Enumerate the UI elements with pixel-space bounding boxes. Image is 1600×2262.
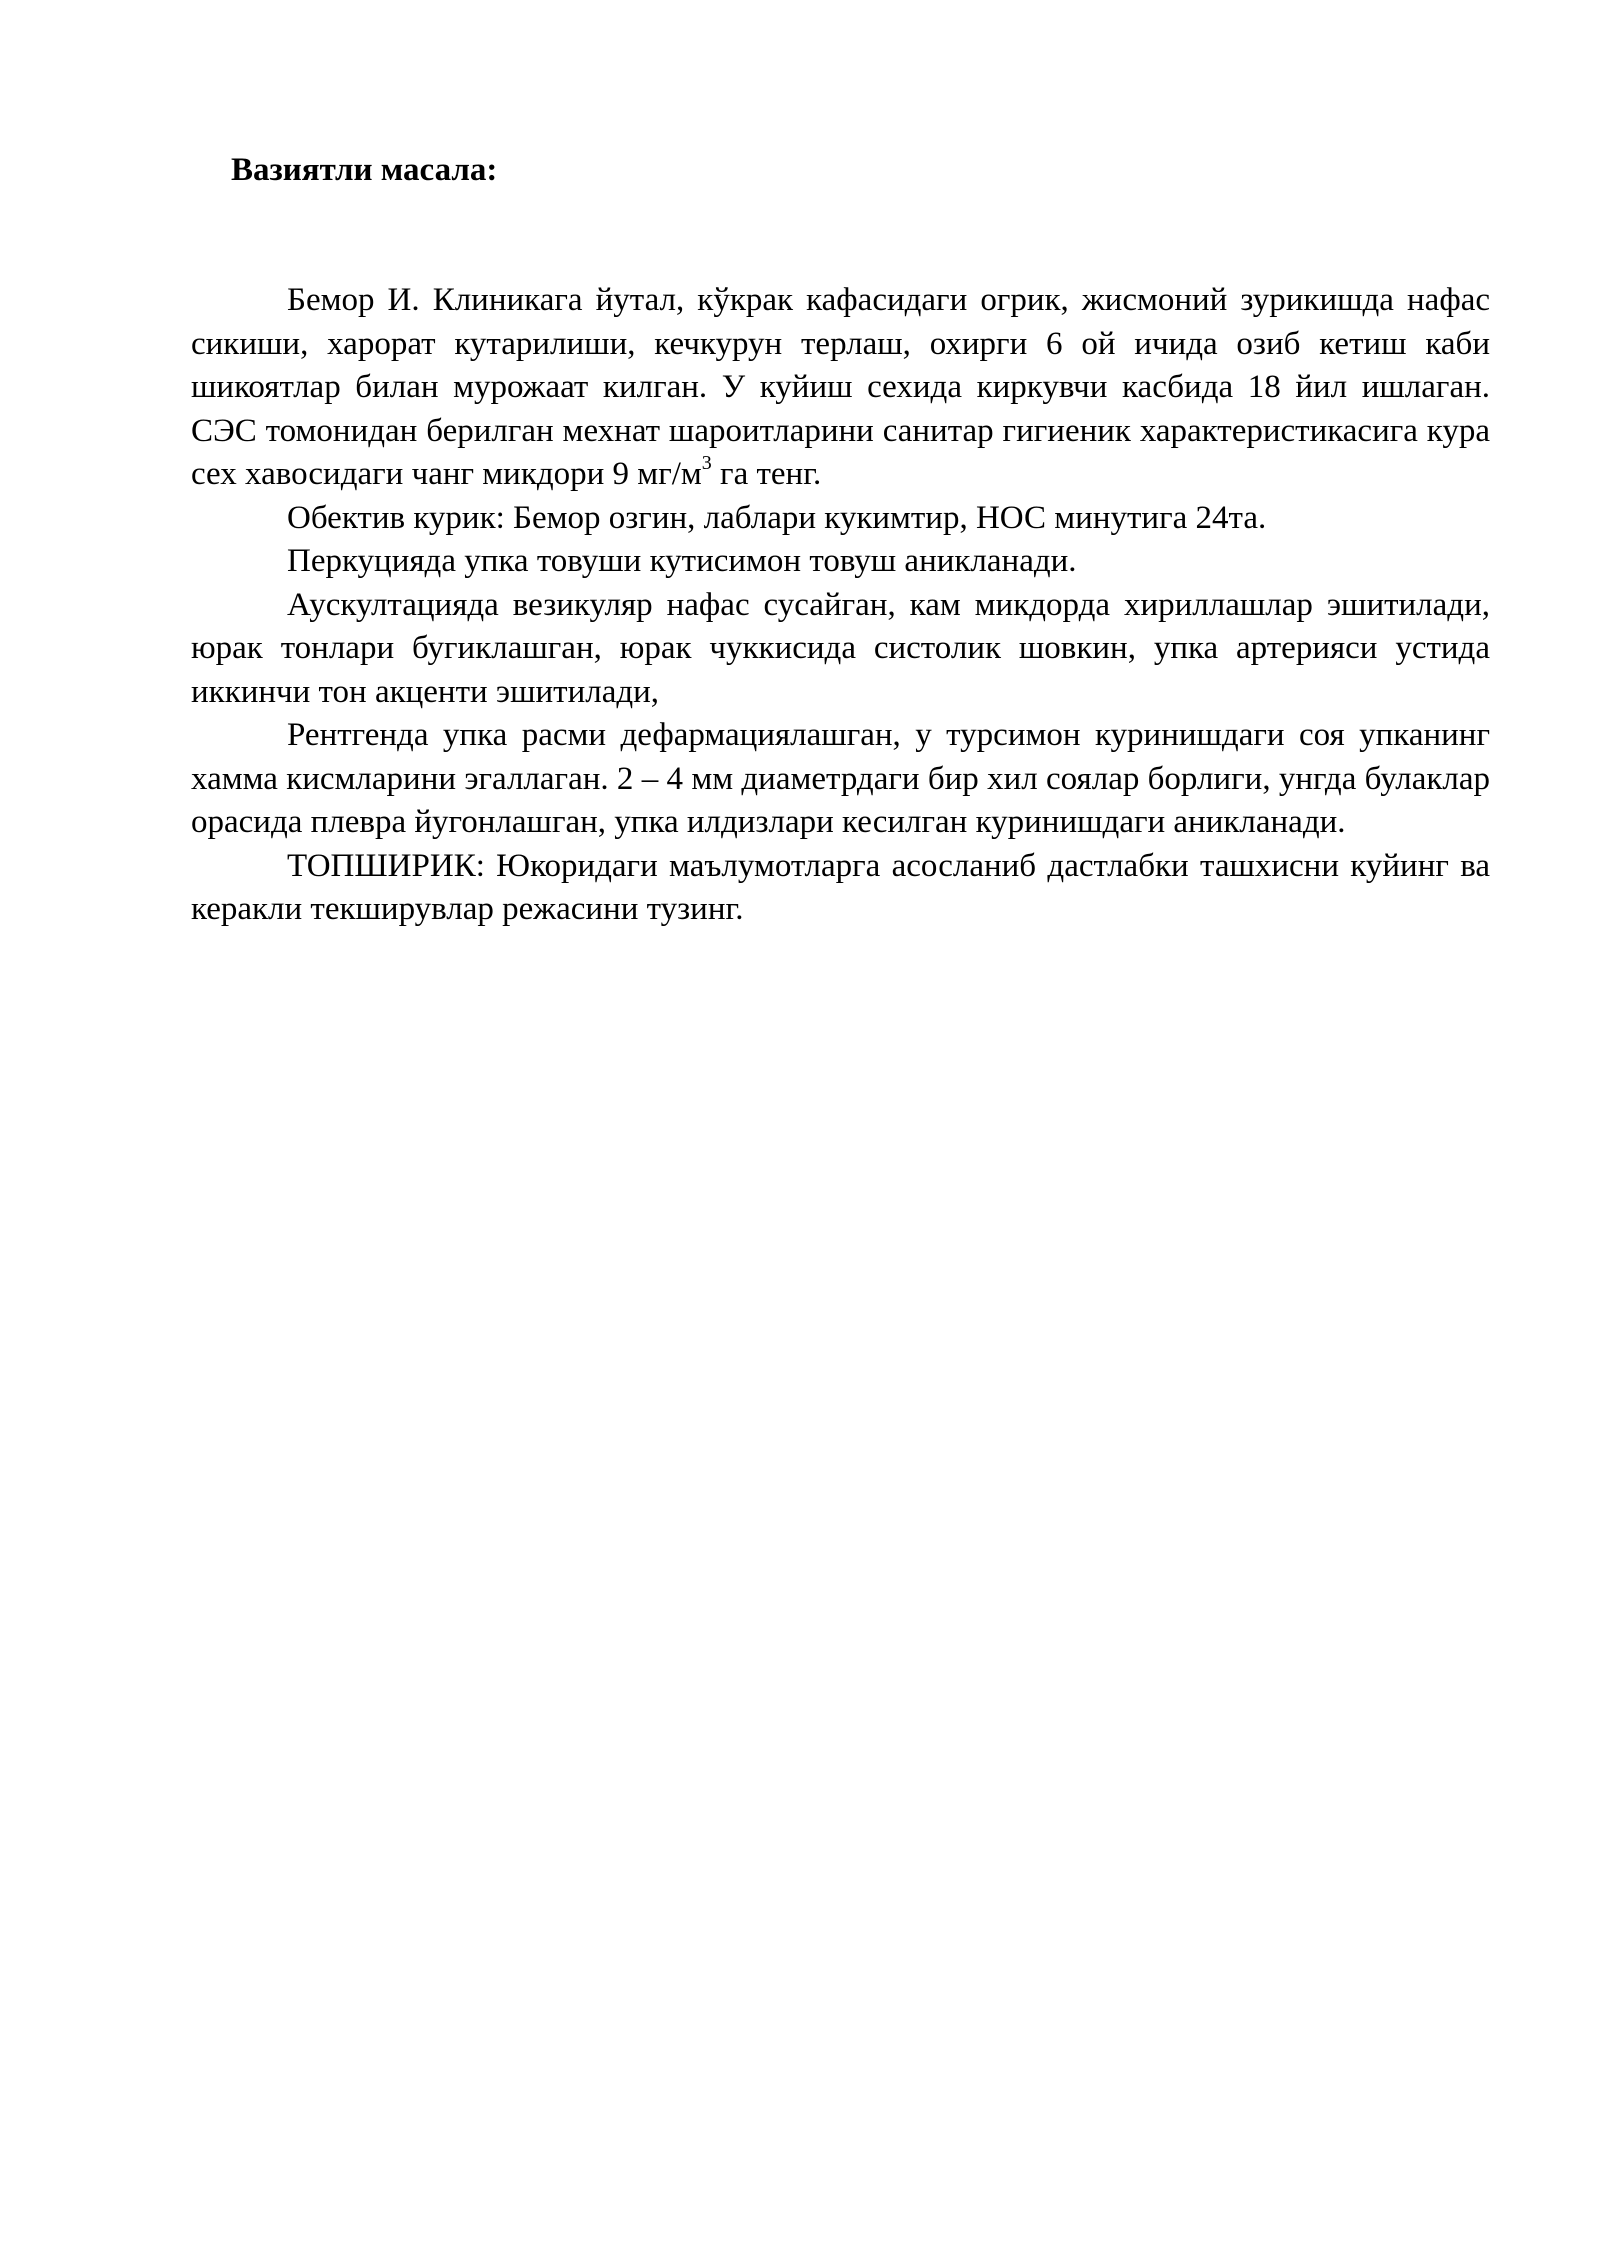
paragraph-patient-complaints-text: Бемор И. Клиникага йутал, кўкрак кафасидаги огрик, жисмоний зурикишда нафас сикиши, харорат кутарилиши, кечкурун терлаш, охирги 6 ой ичида озиб кетиш каби шикоятлар билан мурожаат килган. У куйиш сехида киркувчи касбида 18 йил ишлаган. СЭС томонидан берилган мехнат шароитларини санитар гигиеник характеристикасига кура сех хавосидаги чанг микдори 9 мг/м	[191, 282, 1490, 492]
paragraph-task: ТОПШИРИК: Юкоридаги маълумотларга асосланиб дастлабки ташхисни куйинг ва керакли текширувлар режасини тузинг.	[191, 847, 1490, 927]
paragraph-percussion: Перкуцияда упка товуши кутисимон товуш аникланади.	[287, 543, 1077, 579]
paragraph-patient-complaints	[191, 279, 1490, 497]
paragraph-xray: Рентгенда упка расми дефармациялашган, у турсимон куринишдаги соя упканинг хамма кисмларини эгаллаган. 2 – 4 мм диаметрдаги бир хил соялар борлиги, унгда булаклар орасида плевра йугонлашган, упка илдизлари кесилган куринишдаги аникланади.	[191, 717, 1490, 840]
document-heading: Вазиятли масала:	[231, 152, 498, 188]
paragraph-patient-complaints-tail: га тенг.	[711, 456, 822, 492]
paragraph-auscultation: Аускултацияда везикуляр нафас сусайган, кам микдорда хириллашлар эшитилади, юрак тонлари бугиклашган, юрак чуккисида систолик шовкин, упка артерияси устида иккинчи тон акценти эшитилади,	[191, 586, 1490, 710]
document-body	[191, 279, 1490, 932]
paragraph-objective-exam: Обектив курик: Бемор озгин, лаблари кукимтир, НОС минутига 24та.	[287, 499, 1267, 536]
superscript-cubic: 3	[701, 452, 712, 474]
